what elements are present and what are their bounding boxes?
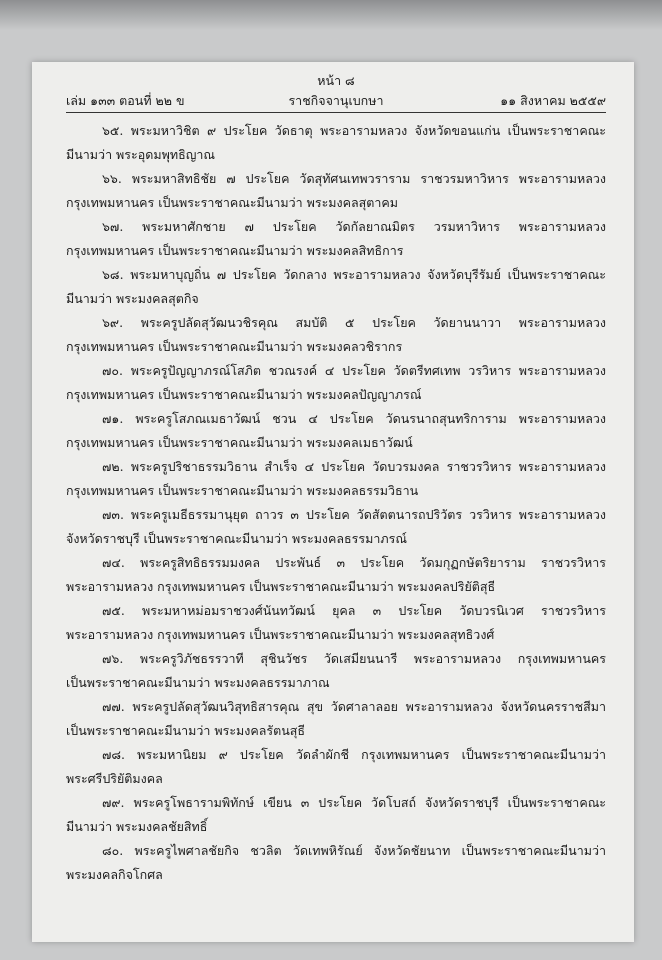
appointment-entry bbox=[66, 647, 606, 695]
document-body bbox=[66, 72, 606, 887]
entry-line-1: ๖๕. พระมหาวิชิต ๙ ประโยค วัดธาตุ พระอารามหลวง จังหวัดขอนแก่น เป็นพระราชาคณะ bbox=[102, 123, 606, 138]
entry-line-1: ๗๒. พระครูปริชาธรรมวิธาน สำเร็จ ๔ ประโยค วัดบวรมงคล ราชวรวิหาร พระอารามหลวง bbox=[102, 459, 606, 474]
entry-line-2: กรุงเทพมหานคร เป็นพระราชาคณะมีนามว่า พระมงคลปัญญาภรณ์ bbox=[66, 387, 422, 402]
gazette-header bbox=[66, 90, 606, 112]
entry-line-2: พระศรีปริยัติมงคล bbox=[66, 771, 163, 786]
entry-line-2: เป็นพระราชาคณะมีนามว่า พระมงคลธรรมาภาณ bbox=[66, 675, 330, 690]
entry-line-1: ๗๙. พระครูโพธารามพิทักษ์ เขียน ๓ ประโยค วัดโบสถ์ จังหวัดราชบุรี เป็นพระราชาคณะ bbox=[102, 795, 606, 810]
appointment-entry bbox=[66, 743, 606, 791]
entry-line-2: กรุงเทพมหานคร เป็นพระราชาคณะมีนามว่า พระมงคลสิทธิการ bbox=[66, 243, 404, 258]
appointment-entry bbox=[66, 407, 606, 455]
entry-line-2: จังหวัดราชบุรี เป็นพระราชาคณะมีนามว่า พระมงคลธรรมาภรณ์ bbox=[66, 531, 407, 546]
publication-date: ๑๑ สิงหาคม ๒๕๕๙ bbox=[500, 93, 606, 108]
entry-line-1: ๗๘. พระมหานิยม ๙ ประโยค วัดลำผักชี กรุงเทพมหานคร เป็นพระราชาคณะมีนามว่า bbox=[102, 747, 606, 762]
appointment-list bbox=[66, 119, 606, 887]
gazette-title: ราชกิจจานุเบกษา bbox=[288, 93, 384, 108]
appointment-entry bbox=[66, 215, 606, 263]
page-number: หน้า ๘ bbox=[317, 73, 355, 88]
appointment-entry bbox=[66, 551, 606, 599]
entry-line-1: ๗๐. พระครูปัญญาภรณ์โสภิต ชวณรงค์ ๔ ประโยค วัดตรีทศเทพ วรวิหาร พระอารามหลวง bbox=[102, 363, 606, 378]
entry-line-1: ๗๖. พระครูวิภัชธรรวาที สุชินวัชร วัดเสมียนนารี พระอารามหลวง กรุงเทพมหานคร bbox=[102, 651, 606, 666]
appointment-entry bbox=[66, 695, 606, 743]
appointment-entry bbox=[66, 599, 606, 647]
entry-line-1: ๘๐. พระครูไพศาลชัยกิจ ชวลิต วัดเทพหิรัณย์ จังหวัดชัยนาท เป็นพระราชาคณะมีนามว่า bbox=[102, 843, 606, 858]
appointment-entry bbox=[66, 503, 606, 551]
entry-line-2: กรุงเทพมหานคร เป็นพระราชาคณะมีนามว่า พระมงคลวชิรากร bbox=[66, 339, 403, 354]
appointment-entry bbox=[66, 359, 606, 407]
appointment-entry bbox=[66, 839, 606, 887]
appointment-entry bbox=[66, 311, 606, 359]
entry-line-1: ๖๖. พระมหาสิทธิชัย ๗ ประโยค วัดสุทัศนเทพวราราม ราชวรมหาวิหาร พระอารามหลวง bbox=[102, 171, 606, 186]
entry-line-1: ๗๕. พระมหาหม่อมราชวงศ์นันทวัฒน์ ยุคล ๓ ประโยค วัดบวรนิเวศ ราชวรวิหาร bbox=[102, 603, 606, 618]
entry-line-1: ๗๔. พระครูสิทธิธรรมมงคล ประพันธ์ ๓ ประโยค วัดมกุฏกษัตริยาราม ราชวรวิหาร bbox=[102, 555, 606, 570]
header-divider bbox=[66, 112, 606, 113]
entry-line-2: กรุงเทพมหานคร เป็นพระราชาคณะมีนามว่า พระมงคลธรรมวิธาน bbox=[66, 483, 419, 498]
entry-line-2: มีนามว่า พระมงคลสุตกิจ bbox=[66, 291, 199, 306]
volume-issue: เล่ม ๑๓๓ ตอนที่ ๒๒ ข bbox=[66, 93, 185, 108]
entry-line-2: พระอารามหลวง กรุงเทพมหานคร เป็นพระราชาคณะมีนามว่า พระมงคลปริยัติสุธี bbox=[66, 579, 496, 594]
entry-line-2: เป็นพระราชาคณะมีนามว่า พระมงคลรัตนสุธี bbox=[66, 723, 306, 738]
appointment-entry bbox=[66, 119, 606, 167]
entry-line-2: มีนามว่า พระมงคลชัยสิทธิ์ bbox=[66, 819, 208, 834]
entry-line-1: ๗๗. พระครูปลัดสุวัฒนวิสุทธิสารคุณ สุข วัดศาลาลอย พระอารามหลวง จังหวัดนครราชสีมา bbox=[102, 699, 606, 714]
entry-line-2: มีนามว่า พระอุดมพุทธิญาณ bbox=[66, 147, 215, 162]
entry-line-1: ๖๙. พระครูปลัดสุวัฒนวชิรคุณ สมบัติ ๕ ประโยค วัดยานนาวา พระอารามหลวง bbox=[102, 315, 606, 330]
entry-line-1: ๖๘. พระมหาบุญถิ่น ๗ ประโยค วัดกลาง พระอารามหลวง จังหวัดบุรีรัมย์ เป็นพระราชาคณะ bbox=[102, 267, 606, 282]
entry-line-1: ๗๑. พระครูโสภณเมธาวัฒน์ ชวน ๔ ประโยค วัดนรนาถสุนทริการาม พระอารามหลวง bbox=[102, 411, 606, 426]
screen-top-shadow bbox=[0, 0, 662, 30]
document-page bbox=[32, 62, 634, 942]
appointment-entry bbox=[66, 791, 606, 839]
entry-line-2: พระมงคลกิจโกศล bbox=[66, 867, 163, 882]
entry-line-1: ๖๗. พระมหาศักชาย ๗ ประโยค วัดกัลยาณมิตร วรมหาวิหาร พระอารามหลวง bbox=[102, 219, 606, 234]
entry-line-2: กรุงเทพมหานคร เป็นพระราชาคณะมีนามว่า พระมงคลเมธาวัฒน์ bbox=[66, 435, 413, 450]
entry-line-2: พระอารามหลวง กรุงเทพมหานคร เป็นพระราชาคณะมีนามว่า พระมงคลสุทธิวงศ์ bbox=[66, 627, 495, 642]
appointment-entry bbox=[66, 455, 606, 503]
entry-line-1: ๗๓. พระครูเมธีธรรมานุยุต ถาวร ๓ ประโยค วัดสัตตนารถปริวัตร วรวิหาร พระอารามหลวง bbox=[102, 507, 606, 522]
appointment-entry bbox=[66, 167, 606, 215]
appointment-entry bbox=[66, 263, 606, 311]
entry-line-2: กรุงเทพมหานคร เป็นพระราชาคณะมีนามว่า พระมงคลสุตาคม bbox=[66, 195, 399, 210]
